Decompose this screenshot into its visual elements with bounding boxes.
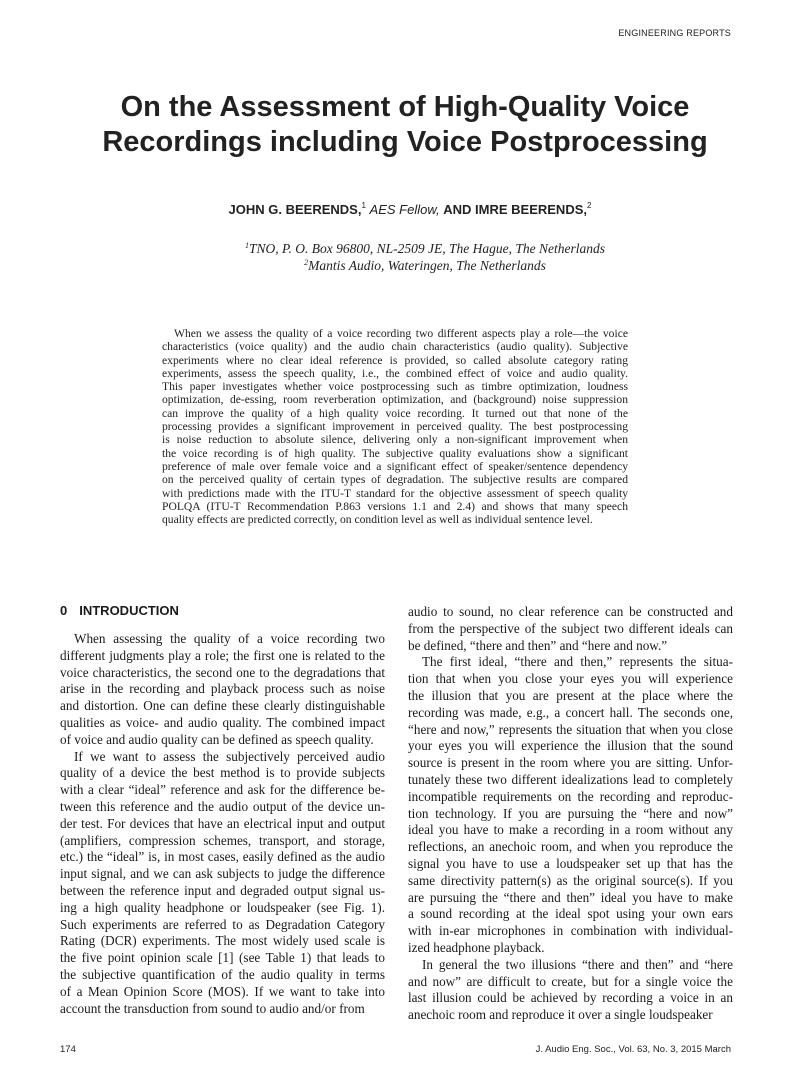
author-connector: AND IMRE BEERENDS,	[443, 202, 587, 217]
body-line: The first ideal, “there and then,” represents the situa-	[422, 654, 733, 670]
body-line: reflections, an anechoic room, and when you reproduce the	[408, 839, 733, 855]
author-superscript: 2	[587, 201, 592, 210]
left-column	[60, 603, 385, 1017]
journal-citation: J. Audio Eng. Soc., Vol. 63, No. 3, 2015 March	[535, 1044, 731, 1055]
body-line: der test. For devices that have an electrical input and output	[60, 815, 385, 831]
body-line: When assessing the quality of a voice recording two	[74, 631, 385, 646]
body-line: anechoic room and reproduce it over a single loudspeaker	[408, 1007, 713, 1023]
body-line: ing a high quality headphone or loudspeaker (see Fig. 1).	[60, 899, 385, 915]
body-line: the illusion that you are present at the place where the	[408, 687, 733, 703]
affiliation-text: TNO, P. O. Box 96800, NL-2509 JE, The Hague, The Netherlands	[249, 241, 605, 256]
affiliation-superscript: 1	[245, 241, 249, 250]
body-line: incompatible requirements on the recording and reproduc-	[408, 788, 733, 804]
body-line: Rating (DCR) experiments. The most widely used scale is	[60, 933, 385, 949]
body-line: of voice and audio quality can be defined as speech quality.	[60, 731, 374, 747]
abstract-line: experiments, assess the speech quality, i.e., the combined effect of voice and audio quality.	[162, 366, 628, 380]
abstract-line: quality effects are predicted correctly, on condition level as well as individual sentence level.	[162, 513, 593, 527]
body-line: ized headphone playback.	[408, 939, 545, 955]
body-line: your eyes you will experience the illusion that the sound	[408, 738, 733, 754]
body-line: recording was made, e.g., a concert hall. The seconds one,	[408, 704, 733, 720]
body-line: “here and now,” represents the situation that when you close	[408, 721, 733, 737]
abstract-line: preference of male over female voice and a significant effect of speaker/sentence dependency	[162, 459, 628, 473]
body-line: be defined, “there and then” and “here and now.”	[408, 637, 668, 653]
body-line: quality of a device the best method is to provide subjects	[60, 765, 385, 781]
affiliation-line	[60, 257, 790, 274]
body-line: audio to sound, no clear reference can be constructed and	[408, 604, 733, 619]
body-line: the five point opinion scale [1] (see Table 1) that leads to	[60, 950, 385, 966]
abstract-line: processing provides a significant improvement in perceived quality. The best postprocessing	[162, 420, 628, 434]
body-line: Such experiments are referred to as Degradation Category	[60, 916, 385, 932]
page-number: 174	[60, 1044, 76, 1055]
body-line: of a Mean Opinion Score (MOS). If we want to take into	[60, 983, 385, 999]
body-line: input signal, and we can ask subjects to judge the difference	[60, 866, 385, 882]
body-line: are pursuing the “there and then” ideal you have to make	[408, 889, 733, 905]
body-line: and now” are difficult to create, but for a single voice the	[408, 973, 733, 989]
body-line: etc.) the “ideal” is, in most cases, easily defined as the audio	[60, 849, 385, 865]
body-line: In general the two illusions “there and then” and “here	[422, 956, 733, 972]
body-line: account the transduction from sound to audio and/or from	[60, 1000, 365, 1016]
body-line: voice characteristics, the second one to the degradations that	[60, 664, 385, 680]
body-line: with in-ear microphones in combination with individual-	[408, 923, 733, 939]
abstract-line: When we assess the quality of a voice recording two different aspects play a role—the voice	[174, 327, 628, 340]
body-line: If we want to assess the subjectively perceived audio	[74, 748, 385, 764]
affiliation-text: Mantis Audio, Wateringen, The Netherlands	[308, 258, 546, 273]
section-heading	[60, 603, 385, 623]
abstract-line: This paper investigates whether voice postprocessing such as timbre optimization, loudness	[162, 380, 628, 394]
abstract-line: is noise reduction to absolute silence, delivering only a non-significant improvement when	[162, 433, 628, 447]
abstract-line: the voice recording is of high quality. The subjective quality evaluations show a significant	[162, 446, 628, 460]
paper-title	[60, 90, 750, 160]
abstract-line: experiments where no clear ideal reference is provided, so called absolute category rating	[162, 353, 628, 367]
body-line: signal you have to use a loudspeaker set up that has the	[408, 855, 733, 871]
right-column	[408, 604, 733, 1024]
affiliations	[60, 240, 790, 274]
body-line: different judgments play a role; the first one is related to the	[60, 647, 385, 663]
abstract-line: on the perceived quality of certain types of degradation. The subjective results are compared	[162, 473, 628, 487]
abstract-line: optimization, de-essing, room reverberation optimization, and (background) noise suppression	[162, 393, 628, 407]
body-line: between the reference input and degraded output signal us-	[60, 882, 385, 898]
body-line: tion that when you close your eyes you will experience	[408, 671, 733, 687]
author-role: AES Fellow,	[369, 202, 440, 217]
abstract	[162, 327, 628, 526]
author-superscript: 1	[361, 201, 366, 210]
body-line: tween this reference and the audio output of the device un-	[60, 798, 385, 814]
body-line: and distortion. One can define these clearly distinguishable	[60, 698, 385, 714]
body-line: same directivity pattern(s) as the original source(s). If you	[408, 872, 733, 888]
abstract-line: can improve the quality of a high quality voice recording. It turned out that none of the	[162, 406, 628, 420]
title-line: Recordings including Voice Postprocessing	[102, 126, 708, 158]
author-line	[60, 202, 760, 217]
abstract-line: with predictions made with the ITU-T standard for the objective assessment of speech quality	[162, 486, 628, 500]
author-name: JOHN G. BEERENDS,	[228, 202, 362, 217]
title-line: On the Assessment of High-Quality Voice	[120, 91, 690, 123]
affiliation-superscript: 2	[304, 258, 309, 267]
body-line: arise in the recording and playback process such as noise	[60, 681, 385, 697]
abstract-line: characteristics (voice quality) and the audio chain characteristics (audio quality). Subjective	[162, 340, 628, 354]
section-number: 0	[60, 603, 68, 618]
body-line: last illusion could be achieved by recording a voice in an	[408, 990, 733, 1006]
running-head: ENGINEERING REPORTS	[618, 28, 731, 38]
body-line: a sound recording at the ideal spot using your own ears	[408, 906, 733, 922]
body-line: (amplifiers, compression schemes, transport, and storage,	[60, 832, 385, 848]
body-line: source is present in the room where you are sitting. Unfor-	[408, 755, 733, 771]
body-line: from the perspective of the subject two different ideals can	[408, 620, 733, 636]
body-line: tion technology. If you are pursuing the “here and now”	[408, 805, 733, 821]
section-title: INTRODUCTION	[79, 603, 179, 618]
abstract-line: POLQA (ITU-T Recommendation P.863 versions 1.1 and 2.4) and shows that many speech	[162, 499, 628, 513]
body-line: with a clear “ideal” reference and ask for the difference be-	[60, 782, 385, 798]
body-line: tunately these two different idealizations lead to completely	[408, 771, 733, 787]
body-line: qualities as voice- and audio quality. The combined impact	[60, 714, 385, 730]
body-line: the subjective quantification of the audio quality in terms	[60, 966, 385, 982]
affiliation-line	[60, 240, 790, 257]
body-line: ideal you have to make a recording in a room without any	[408, 822, 733, 838]
